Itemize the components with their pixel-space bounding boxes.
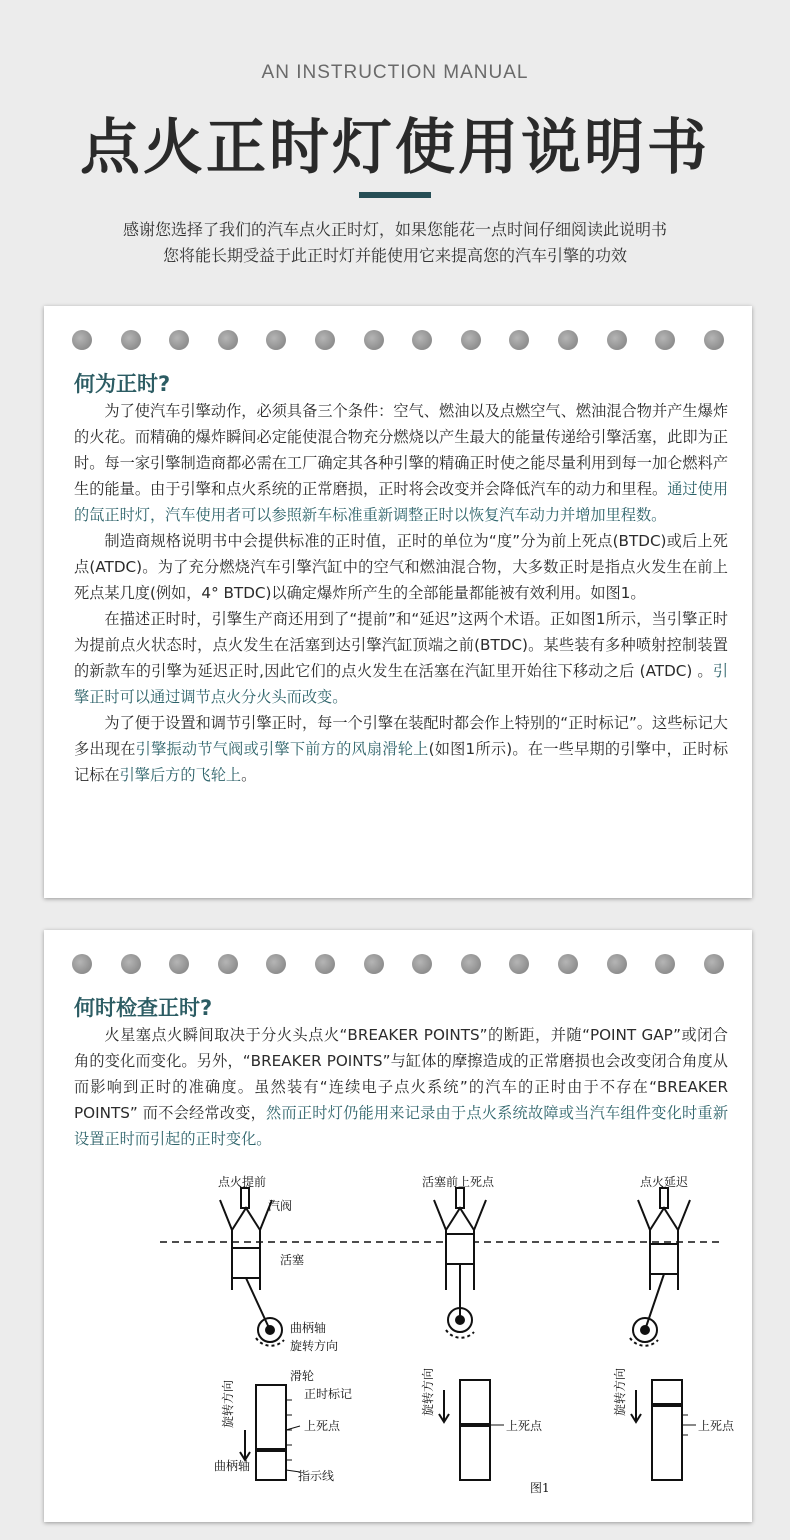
binder-hole — [266, 330, 286, 350]
engine-tdc-illustration — [434, 1188, 504, 1480]
label-pulley: 滑轮 — [290, 1369, 315, 1383]
engine-advance-illustration — [220, 1188, 300, 1480]
binder-hole — [558, 330, 578, 350]
paragraph-text: 火星塞点火瞬间取决于分火头点火“BREAKER POINTS”的断距，并随“POINT GAP”或闭合角的变化而变化。另外，“BREAKER POINTS”与缸体的摩擦造成的正常磨损也会改变闭合角度从而影响到正时的准确度。虽然装有“连续电子点火系统”的汽车的正时由于不存在“BREAKER POINTS” 而不会经常改变， — [74, 1026, 728, 1122]
binder-hole — [364, 330, 384, 350]
binder-hole — [121, 954, 141, 974]
binder-holes — [72, 330, 724, 350]
binder-hole — [607, 330, 627, 350]
paragraph — [74, 1022, 728, 1152]
label-timing-mark: 正时标记 — [304, 1387, 353, 1401]
intro-line-1: 感谢您选择了我们的汽车点火正时灯，如果您能花一点时间仔细阅读此说明书 — [122, 220, 667, 239]
paragraph-text: (如图1所示)。在一些早期的引擎中，正时标记标在 — [74, 740, 729, 784]
label-rotation-vertical-3: 旋转方向 — [613, 1367, 627, 1416]
section-body-when-to-check — [74, 1022, 728, 1152]
label-rotation-vertical-2: 旋转方向 — [421, 1367, 435, 1416]
binder-hole — [72, 330, 92, 350]
binder-hole — [72, 954, 92, 974]
label-valve: 汽阀 — [268, 1199, 293, 1213]
intro-text — [0, 217, 790, 269]
binder-hole — [509, 954, 529, 974]
highlighted-text: 通过使用的氙正时灯，汽车使用者可以参照新车标准重新调整正时以恢复汽车动力并增加里程数。 — [74, 480, 729, 524]
label-rotation-direction: 旋转方向 — [290, 1339, 339, 1353]
label-piston-tdc: 活塞前上死点 — [422, 1175, 495, 1189]
binder-hole — [412, 954, 432, 974]
ignition-timing-diagram — [160, 1175, 735, 1500]
manual-subtitle: AN INSTRUCTION MANUAL — [261, 62, 529, 83]
binder-holes — [72, 954, 724, 974]
binder-hole — [121, 330, 141, 350]
highlighted-text: 引擎振动节气阀或引擎下前方的风扇滑轮上 — [135, 740, 429, 758]
binder-hole — [315, 330, 335, 350]
binder-hole — [509, 330, 529, 350]
label-top-dead-center-2: 上死点 — [506, 1419, 543, 1433]
paragraph: 制造商规格说明书中会提供标准的正时值，正时的单位为“度”分为前上死点(BTDC)或后上死点(ATDC)。为了充分燃烧汽车引擎汽缸中的空气和燃油混合物，大多数正时是指点火发生在前上死点某几度(例如，4° BTDC)以确定爆炸所产生的全部能量都能被有效利用。如图1。 — [74, 532, 728, 602]
figure-caption: 图1 — [530, 1481, 550, 1495]
title-underline — [359, 192, 431, 198]
binder-hole — [412, 330, 432, 350]
binder-hole — [607, 954, 627, 974]
page-title: 点火正时灯使用说明书 — [80, 113, 710, 183]
binder-hole — [655, 954, 675, 974]
paragraph — [74, 710, 728, 788]
paragraph — [74, 606, 728, 710]
engine-retard-illustration — [630, 1188, 696, 1480]
section-title-what-is-timing: 何为正时? — [74, 372, 171, 396]
section-card-check-timing — [44, 930, 752, 1522]
highlighted-text: 然而正时灯仍能用来记录由于点火系统故障或当汽车组件变化时重新设置正时而引起的正时变化。 — [74, 1104, 729, 1148]
binder-hole — [461, 330, 481, 350]
paragraph-text: 。 — [241, 766, 257, 784]
section-body-what-is-timing — [74, 398, 728, 788]
binder-hole — [558, 954, 578, 974]
label-top-dead-center: 上死点 — [304, 1419, 341, 1433]
label-indicator-line: 指示线 — [298, 1469, 335, 1483]
section-card-timing — [44, 306, 752, 898]
label-crankshaft: 曲柄轴 — [290, 1321, 327, 1335]
highlighted-text: 引擎正时可以通过调节点火分火头而改变。 — [74, 662, 728, 706]
label-top-dead-center-3: 上死点 — [698, 1419, 735, 1433]
paragraph — [74, 398, 728, 528]
label-ignition-advance: 点火提前 — [218, 1175, 267, 1189]
binder-hole — [655, 330, 675, 350]
binder-hole — [218, 330, 238, 350]
section-title-when-to-check: 何时检查正时? — [74, 996, 213, 1020]
paragraph-text: 为了使汽车引擎动作，必须具备三个条件：空气、燃油以及点燃空气、燃油混合物并产生爆炸的火花。而精确的爆炸瞬间必定能使混合物充分燃烧以产生最大的能量传递给引擎活塞，此即为正时。每一家引擎制造商都必需在工厂确定其各种引擎的精确正时使之能尽量利用到每一加仑燃料产生的能量。由于引擎和点火系统的正常磨损，正时将会改变并会降低汽车的动力和里程。 — [74, 402, 728, 498]
label-crankshaft-bottom: 曲柄轴 — [214, 1459, 251, 1473]
label-ignition-retard: 点火延迟 — [640, 1175, 689, 1189]
paragraph-text: 为了便于设置和调节引擎正时，每一个引擎在装配时都会作上特别的“正时标记”。这些标记大多出现在 — [74, 714, 728, 758]
paragraph-text: 在描述正时时，引擎生产商还用到了“提前”和“延迟”这两个术语。正如图1所示，当引擎正时为提前点火状态时，点火发生在活塞到达引擎汽缸顶端之前(BTDC)。某些装有多种喷射控制装置的新款车的引擎为延迟正时,因此它们的点火发生在活塞在汽缸里开始往下移动之后 (ATDC) 。 — [74, 610, 728, 680]
binder-hole — [266, 954, 286, 974]
binder-hole — [704, 954, 724, 974]
label-piston: 活塞 — [280, 1253, 305, 1267]
highlighted-text: 引擎后方的飞轮上 — [119, 766, 242, 784]
binder-hole — [461, 954, 481, 974]
binder-hole — [315, 954, 335, 974]
binder-hole — [169, 330, 189, 350]
binder-hole — [169, 954, 189, 974]
intro-line-2: 您将能长期受益于此正时灯并能使用它来提高您的汽车引擎的功效 — [162, 246, 627, 265]
label-rotation-vertical-1: 旋转方向 — [221, 1379, 235, 1428]
binder-hole — [218, 954, 238, 974]
binder-hole — [704, 330, 724, 350]
binder-hole — [364, 954, 384, 974]
